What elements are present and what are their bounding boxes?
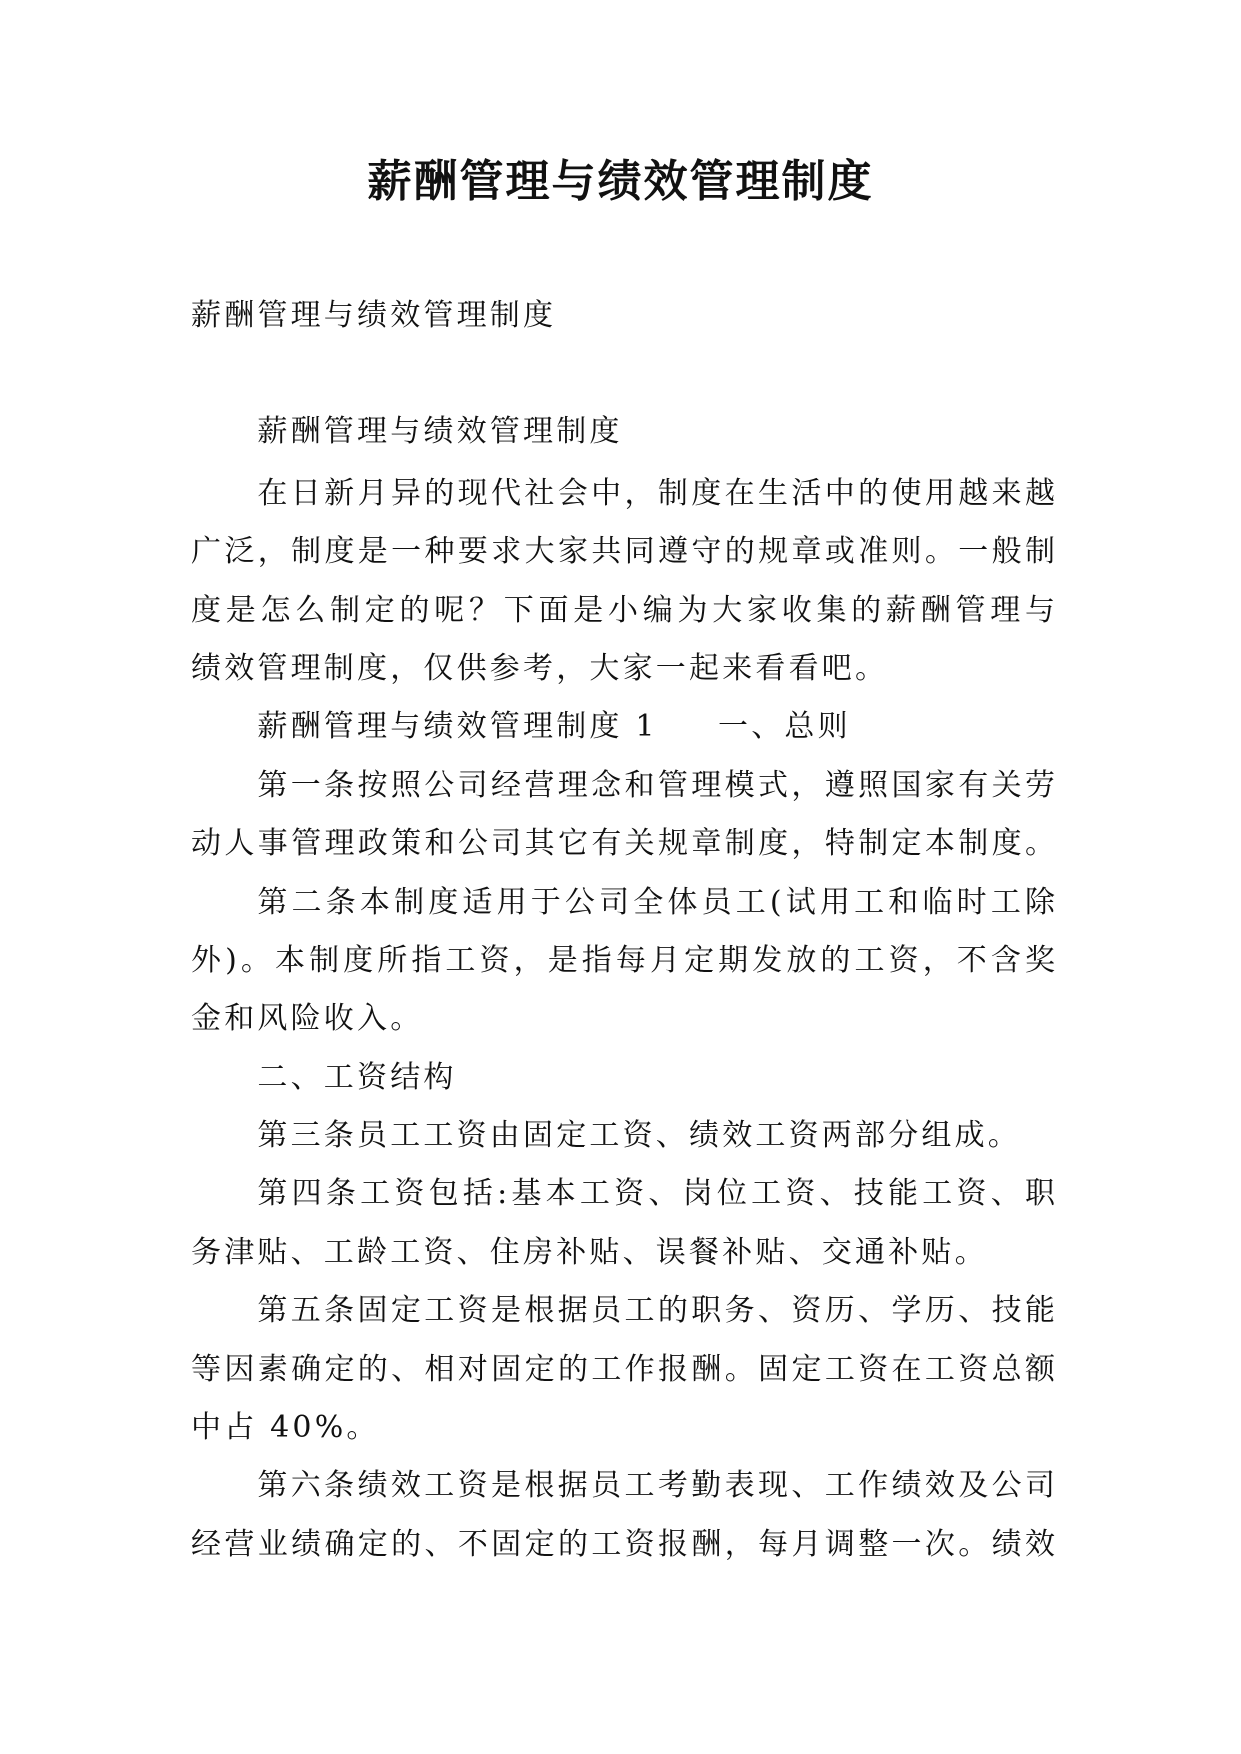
section-heading: 二、工资结构 (257, 1059, 457, 1095)
paragraph-line: 第一条按照公司经营理念和管理模式，遵照国家有关劳 (257, 767, 1055, 803)
paragraph-line: 第六条绩效工资是根据员工考勤表现、工作绩效及公司 (257, 1468, 1055, 1504)
paragraph-line: 度是怎么制定的呢？下面是小编为大家收集的薪酬管理与 (191, 592, 1055, 628)
paragraph-line: 广泛，制度是一种要求大家共同遵守的规章或准则。一般制 (191, 534, 1055, 570)
document-body (191, 465, 1055, 1574)
paragraph-line: 等因素确定的、相对固定的工作报酬。固定工资在工资总额 (191, 1351, 1055, 1387)
document-title: 薪酬管理与绩效管理制度 (367, 156, 874, 207)
paragraph-line: 中占 40%。 (191, 1410, 380, 1446)
paragraph-line: 动人事管理政策和公司其它有关规章制度，特制定本制度。 (191, 826, 1055, 862)
paragraph-line: 第三条员工工资由固定工资、绩效工资两部分组成。 (257, 1118, 1021, 1154)
heading-line (191, 698, 1055, 756)
intro-heading: 薪酬管理与绩效管理制度 (257, 413, 623, 449)
paragraph-line: 外)。本制度所指工资，是指每月定期发放的工资，不含奖 (191, 942, 1055, 978)
paragraph-heading: 薪酬管理与绩效管理制度 1 (257, 709, 658, 745)
section-heading: 一、总则 (718, 709, 851, 745)
paragraph-line: 在日新月异的现代社会中，制度在生活中的使用越来越 (257, 475, 1055, 511)
paragraph-line: 第五条固定工资是根据员工的职务、资历、学历、技能 (257, 1293, 1055, 1329)
paragraph-line: 金和风险收入。 (191, 1001, 424, 1037)
paragraph-line: 经营业绩确定的、不固定的工资报酬，每月调整一次。绩效 (191, 1526, 1055, 1562)
paragraph-line: 务津贴、工龄工资、住房补贴、误餐补贴、交通补贴。 (191, 1234, 988, 1270)
paragraph-line: 第二条本制度适用于公司全体员工(试用工和临时工除 (257, 884, 1055, 920)
paragraph-line: 绩效管理制度，仅供参考，大家一起来看看吧。 (191, 650, 889, 686)
document-subtitle: 薪酬管理与绩效管理制度 (191, 298, 557, 333)
paragraph-line: 第四条工资包括:基本工资、岗位工资、技能工资、职 (257, 1176, 1055, 1212)
